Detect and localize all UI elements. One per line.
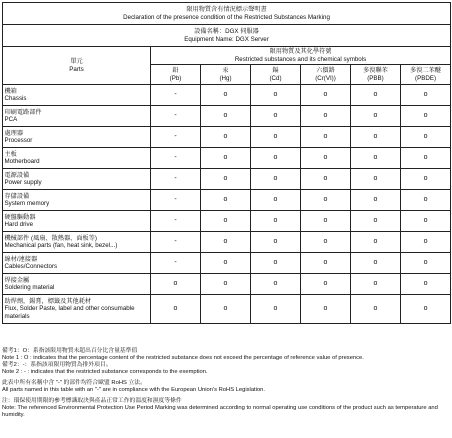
part-name-en: Power supply — [4, 179, 42, 186]
substance-value-cell: o — [251, 106, 301, 127]
table-title-cell — [3, 3, 451, 25]
epup-note-zh: 注：環保使用期限的參考標識取決與產品正常工作的溫度和濕度等條件 — [2, 398, 182, 404]
part-name-zh: 存儲設備 — [4, 192, 30, 200]
note2-en: Note 2 : - : indicates that the restricted substance corresponds to the exemption. — [2, 369, 208, 375]
substance-value-cell: o — [201, 253, 251, 274]
substance-value-cell: - — [151, 232, 201, 253]
substance-value-cell: o — [301, 148, 351, 169]
part-name-en: Mechanical parts (fan, heat sink, bezel...) — [4, 242, 118, 249]
substance-column-header — [151, 65, 201, 85]
table-row — [3, 148, 451, 169]
rohs-compliance-en: All parts named in this table with an "-" are in compliance with the European Union's RoHS Legislation. — [2, 387, 265, 393]
substance-value-cell: - — [151, 211, 201, 232]
part-name-zh: 印刷電路部件 — [4, 108, 42, 116]
substance-name-zh: 六價鉻 — [316, 67, 335, 75]
substance-value-cell: o — [251, 211, 301, 232]
substance-value-cell: o — [301, 274, 351, 295]
part-name-zh: 主板 — [4, 150, 17, 158]
substance-name-zh: 汞 — [222, 67, 229, 75]
part-name-cell — [3, 85, 151, 106]
part-name-zh: 焊接金屬 — [4, 276, 30, 284]
substance-value-cell: o — [201, 211, 251, 232]
table-row — [3, 232, 451, 253]
equipment-zh: 設備名稱：DGX 伺服器 — [194, 28, 259, 36]
part-name-en: Soldering material — [4, 284, 55, 291]
substance-value-cell: - — [151, 190, 201, 211]
part-name-zh: 電源設備 — [4, 171, 30, 179]
substance-value-cell: o — [301, 295, 351, 324]
part-name-en: Chassis — [4, 95, 27, 102]
substance-value-cell: o — [251, 85, 301, 106]
substance-column-header — [401, 65, 451, 85]
parts-header-cell — [3, 47, 151, 85]
substance-value-cell: - — [151, 127, 201, 148]
substance-value-cell: o — [351, 232, 401, 253]
substance-symbol: (Cr(VI)) — [315, 74, 336, 82]
substance-value-cell: o — [251, 253, 301, 274]
substance-value-cell: o — [401, 211, 451, 232]
table-row — [3, 127, 451, 148]
substance-value-cell: - — [151, 169, 201, 190]
unit-zh: 單元 — [70, 58, 83, 66]
substance-name-zh: 鎘 — [272, 67, 279, 75]
substance-value-cell: o — [201, 274, 251, 295]
substance-value-cell: o — [151, 274, 201, 295]
substance-value-cell: o — [251, 232, 301, 253]
unit-en: Parts — [69, 65, 84, 73]
substance-value-cell: o — [351, 295, 401, 324]
substance-value-cell: o — [351, 253, 401, 274]
part-name-cell — [3, 169, 151, 190]
part-name-cell — [3, 232, 151, 253]
substance-value-cell: o — [351, 127, 401, 148]
substance-value-cell: o — [351, 85, 401, 106]
substance-value-cell: o — [251, 190, 301, 211]
title-zh: 限用物質含有情況標示聲明書 — [186, 6, 267, 14]
substance-symbol: (Cd) — [269, 74, 282, 82]
substance-value-cell: - — [151, 106, 201, 127]
substances-zh: 限用物質及其化學符號 — [269, 48, 332, 56]
substance-value-cell: o — [251, 169, 301, 190]
equipment-name-cell — [3, 25, 451, 47]
table-row — [3, 211, 451, 232]
part-name-cell — [3, 274, 151, 295]
substance-value-cell: o — [201, 106, 251, 127]
rohs-compliance-zh: 此表中所有名稱中含 "-" 的部件均符合歐盟 RoHS 立法。 — [2, 380, 146, 386]
table-row — [3, 295, 451, 324]
part-name-cell — [3, 253, 151, 274]
part-name-en: System memory — [4, 200, 50, 207]
table-row — [3, 190, 451, 211]
substances-header-cell — [151, 47, 451, 65]
part-name-zh: 硬盤驅動器 — [4, 213, 36, 221]
epup-note-en: Note: The referenced Environmental Protection Use Period Marking was determined according to normal operating use conditions of the product such as temperature and humidity. — [2, 405, 438, 418]
part-name-en: Flux, Solder Paste, label and other consumable materials — [4, 305, 135, 320]
part-name-zh: 機箱 — [4, 87, 17, 95]
substance-value-cell: o — [401, 232, 451, 253]
part-name-en: Processor — [4, 137, 33, 144]
substance-value-cell: o — [201, 232, 251, 253]
substance-value-cell: o — [251, 127, 301, 148]
equipment-en: Equipment Name: DGX Server — [184, 35, 269, 43]
substance-value-cell: o — [351, 211, 401, 232]
substance-value-cell: o — [301, 169, 351, 190]
substance-value-cell: o — [401, 85, 451, 106]
substance-value-cell: o — [401, 148, 451, 169]
substance-value-cell: o — [301, 211, 351, 232]
substance-name-zh: 鉛 — [172, 67, 179, 75]
substance-value-cell: o — [401, 127, 451, 148]
substance-column-header — [201, 65, 251, 85]
substance-value-cell: o — [251, 274, 301, 295]
part-name-en: Hard drive — [4, 221, 34, 228]
notes-section — [2, 348, 450, 419]
substance-value-cell: o — [401, 190, 451, 211]
substance-name-zh: 多溴二苯醚 — [410, 67, 441, 75]
part-name-zh: 機械部件 (風扇、散熱器、面板等) — [4, 234, 97, 242]
substance-value-cell: o — [201, 85, 251, 106]
part-name-zh: 處理器 — [4, 129, 24, 137]
substance-value-cell: o — [201, 190, 251, 211]
restricted-substances-table — [2, 2, 451, 324]
substance-value-cell: o — [301, 127, 351, 148]
substance-value-cell: - — [151, 253, 201, 274]
note1-en: Note 1 : O : indicates that the percentage content of the restricted substance does not exceed the percentage of reference value of presence. — [2, 355, 364, 361]
table-row — [3, 253, 451, 274]
substance-value-cell: o — [401, 295, 451, 324]
part-name-cell — [3, 127, 151, 148]
part-name-cell — [3, 211, 151, 232]
part-name-zh: 線材/連接器 — [4, 255, 38, 263]
substance-value-cell: o — [401, 106, 451, 127]
substance-value-cell: o — [201, 148, 251, 169]
part-name-cell — [3, 190, 151, 211]
substance-symbol: (PBDE) — [415, 74, 437, 82]
substance-symbol: (Pb) — [169, 74, 182, 82]
substance-name-zh: 多溴聯苯 — [363, 67, 388, 75]
part-name-zh: 助焊劑，錫膏，標籤及其他耗材 — [4, 298, 92, 306]
table-row — [3, 169, 451, 190]
substance-column-header — [251, 65, 301, 85]
substance-value-cell: - — [151, 85, 201, 106]
substance-value-cell: o — [201, 295, 251, 324]
substance-value-cell: o — [401, 169, 451, 190]
part-name-cell — [3, 295, 151, 324]
substance-value-cell: o — [401, 253, 451, 274]
table-row — [3, 274, 451, 295]
part-name-cell — [3, 148, 151, 169]
substance-value-cell: o — [351, 148, 401, 169]
part-name-en: Motherboard — [4, 158, 40, 165]
substance-value-cell: o — [251, 148, 301, 169]
substance-value-cell: o — [201, 169, 251, 190]
substance-value-cell: - — [151, 148, 201, 169]
substance-value-cell: o — [351, 169, 401, 190]
substance-column-header — [301, 65, 351, 85]
substance-value-cell: o — [151, 295, 201, 324]
note1-zh: 備考1：O：系指該限用物質未超出百分比含量基準值 — [2, 348, 138, 354]
substance-value-cell: o — [201, 127, 251, 148]
substance-value-cell: o — [351, 190, 401, 211]
part-name-en: Cables/Connectors — [4, 263, 58, 270]
substance-value-cell: o — [401, 274, 451, 295]
substances-en: Restricted substances and its chemical symbols — [234, 55, 367, 63]
substance-symbol: (Hg) — [219, 74, 232, 82]
substance-value-cell: o — [351, 106, 401, 127]
note2-zh: 備考2：-：系指該項限用物質為排外項目。 — [2, 362, 112, 368]
substance-value-cell: o — [301, 190, 351, 211]
substance-symbol: (PBB) — [367, 74, 384, 82]
substance-value-cell: o — [301, 253, 351, 274]
substance-value-cell: o — [351, 274, 401, 295]
table-row — [3, 106, 451, 127]
substance-value-cell: o — [301, 106, 351, 127]
title-en: Declaration of the presence condition of the Restricted Substances Marking — [123, 13, 330, 21]
substance-value-cell: o — [301, 85, 351, 106]
table-row — [3, 85, 451, 106]
part-name-en: PCA — [4, 116, 18, 123]
substance-value-cell: o — [301, 232, 351, 253]
substance-value-cell: o — [251, 295, 301, 324]
part-name-cell — [3, 106, 151, 127]
substance-column-header — [351, 65, 401, 85]
